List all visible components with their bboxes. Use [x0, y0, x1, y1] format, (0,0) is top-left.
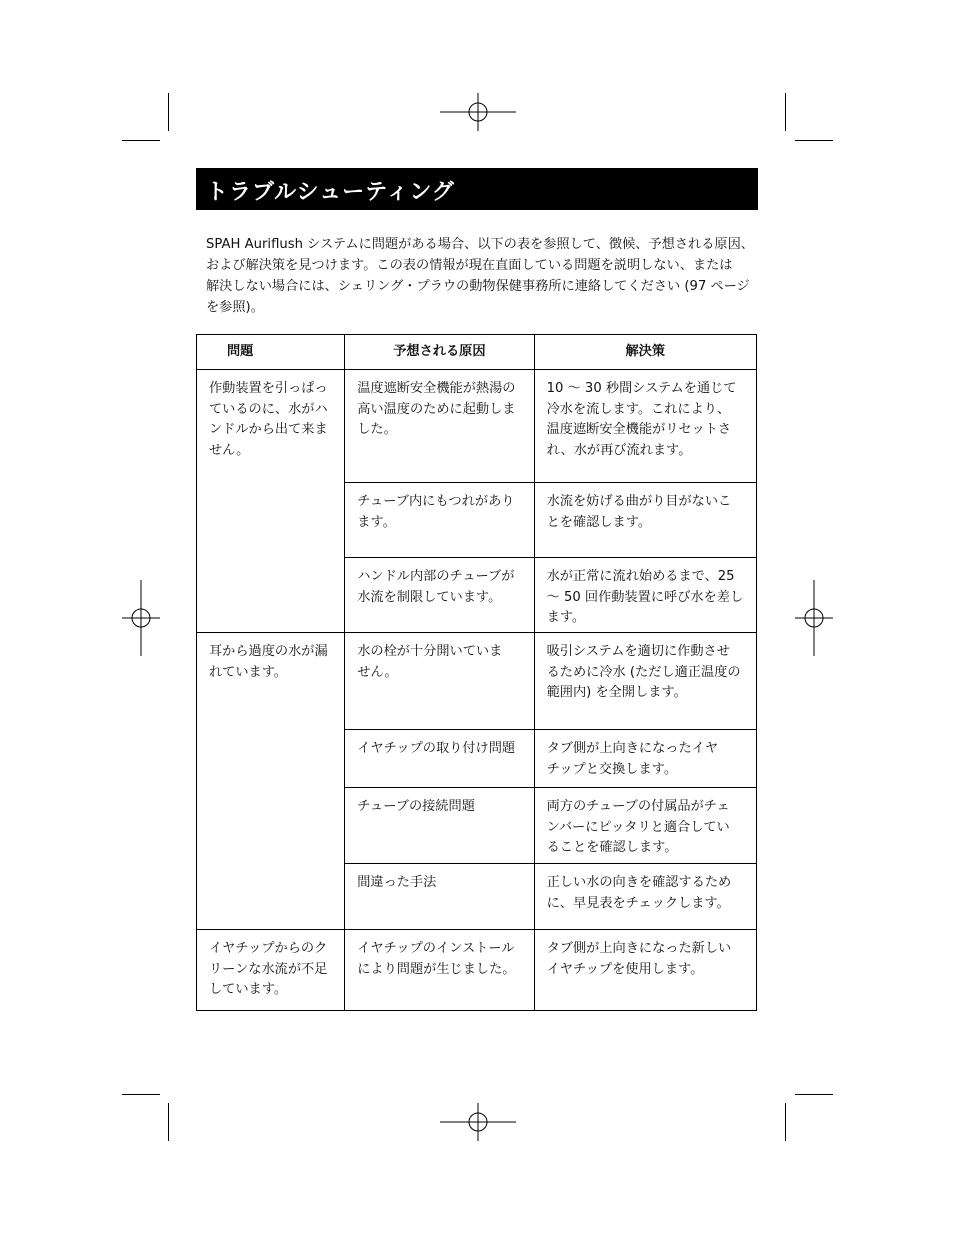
- problem-line: 耳から過度の水が漏: [209, 644, 328, 659]
- solution-line: ～ 50 回作動装置に呼び水を差し: [546, 589, 744, 605]
- solution-line: タブ側が上向きになったイヤ: [546, 741, 719, 756]
- solution-line: ます。: [546, 610, 586, 625]
- cause-cell: [345, 633, 534, 730]
- solution-line: とを確認します。: [546, 514, 652, 530]
- cause-line: チューブ内にもつれがあり: [357, 494, 515, 509]
- solution-cell: [534, 788, 756, 864]
- cause-line: イヤチップのインストール: [357, 941, 515, 956]
- cause-cell: [345, 788, 534, 864]
- crop-mark: [122, 140, 160, 141]
- solution-line: 範囲内) を全開します。: [546, 685, 687, 700]
- intro-line: を参照)。: [206, 300, 264, 315]
- problem-line: ンドルから出て来ま: [209, 422, 328, 437]
- cause-cell: [345, 730, 534, 788]
- registration-mark-top: [440, 93, 516, 131]
- cause-cell: [345, 930, 534, 1011]
- crop-mark: [122, 1094, 160, 1095]
- solution-cell: [534, 558, 756, 633]
- cause-cell: [345, 864, 534, 930]
- section-title-bar: [196, 168, 758, 210]
- header-cause: 予想される原因: [345, 335, 534, 370]
- solution-cell: [534, 930, 756, 1011]
- solution-cell: [534, 633, 756, 730]
- crop-mark: [785, 1103, 786, 1141]
- solution-line: 両方のチューブの付属品がチェ: [546, 799, 730, 814]
- crop-mark: [795, 1094, 833, 1095]
- section-title: トラブルシューティング: [206, 180, 455, 205]
- table-row: [197, 370, 757, 483]
- cause-line: イヤチップの取り付け問題: [357, 741, 516, 756]
- cause-line: ます。: [357, 514, 396, 530]
- problem-cell: [197, 633, 345, 930]
- problem-cell: [197, 930, 345, 1011]
- solution-line: チップと交換します。: [546, 761, 678, 777]
- cause-line: 水の栓が十分開いていま: [357, 644, 503, 659]
- problem-cell: [197, 370, 345, 633]
- crop-mark: [168, 93, 169, 131]
- problem-line: れています。: [209, 664, 288, 680]
- solution-line: 10 ～ 30 秒間システムを通じて: [546, 381, 737, 396]
- cause-line: 高い温度のために起動しま: [357, 401, 516, 417]
- solution-line: れ、水が再び流れます。: [546, 442, 692, 458]
- solution-line: 温度遮断安全機能がリセットさ: [546, 422, 732, 437]
- cause-cell: [345, 370, 534, 483]
- solution-cell: [534, 483, 756, 558]
- solution-line: に、早見表をチェックします。: [546, 895, 730, 911]
- table-row: [197, 633, 757, 730]
- crop-mark: [795, 140, 833, 141]
- registration-mark-bottom: [440, 1103, 516, 1141]
- problem-line: しています。: [209, 982, 288, 997]
- intro-line: および解決策を見つけます。この表の情報が現在直面している問題を説明しない、または: [206, 258, 733, 273]
- problem-line: せん。: [209, 442, 250, 458]
- solution-cell: [534, 730, 756, 788]
- table-row: [197, 930, 757, 1011]
- problem-line: イヤチップからのク: [209, 941, 328, 956]
- troubleshooting-table: [196, 334, 757, 1011]
- registration-mark-left: [122, 580, 160, 656]
- cause-line: チューブの接続問題: [357, 799, 475, 814]
- cause-line: 間違った手法: [357, 875, 437, 890]
- cause-line: により問題が生じました。: [357, 961, 516, 977]
- problem-line: ているのに、水がハ: [209, 401, 328, 417]
- cause-cell: [345, 483, 534, 558]
- solution-cell: [534, 370, 756, 483]
- crop-mark: [168, 1103, 169, 1141]
- crop-mark: [785, 93, 786, 131]
- intro-paragraph: [206, 234, 758, 318]
- cause-line: 水流を制限しています。: [357, 589, 502, 605]
- cause-cell: [345, 558, 534, 633]
- cause-line: した。: [357, 422, 397, 437]
- solution-line: タブ側が上向きになった新しい: [546, 941, 732, 956]
- solution-cell: [534, 864, 756, 930]
- intro-line: 解決しない場合には、シェリング・プラウの動物保健事務所に連絡してください (97 ページ: [206, 279, 750, 294]
- header-solution: 解決策: [534, 335, 756, 370]
- registration-mark-right: [795, 580, 833, 656]
- solution-line: るために冷水 (ただし適正温度の: [546, 664, 741, 680]
- solution-line: 冷水を流します。これにより、: [546, 401, 731, 417]
- table-header-row: [197, 335, 757, 370]
- solution-line: ることを確認します。: [546, 840, 678, 855]
- solution-line: 吸引システムを適切に作動させ: [546, 644, 730, 659]
- cause-line: 温度遮断安全機能が熱湯の: [357, 381, 516, 396]
- solution-line: 正しい水の向きを確認するため: [546, 875, 732, 890]
- problem-line: リーンな水流が不足: [209, 961, 328, 977]
- solution-line: イヤチップを使用します。: [546, 961, 704, 977]
- solution-line: 水流を妨げる曲がり目がないこ: [546, 494, 732, 509]
- header-problem: 問題: [197, 335, 345, 370]
- cause-line: せん。: [357, 664, 398, 680]
- cause-line: ハンドル内部のチューブが: [357, 569, 515, 584]
- intro-line: SPAH Auriflush システムに問題がある場合、以下の表を参照して、徴候、予想される原因、: [206, 237, 754, 252]
- problem-line: 作動装置を引っぱっ: [209, 381, 328, 396]
- solution-line: ンバーにピッタリと適合してい: [546, 819, 730, 835]
- solution-line: 水が正常に流れ始めるまで、25: [546, 569, 735, 584]
